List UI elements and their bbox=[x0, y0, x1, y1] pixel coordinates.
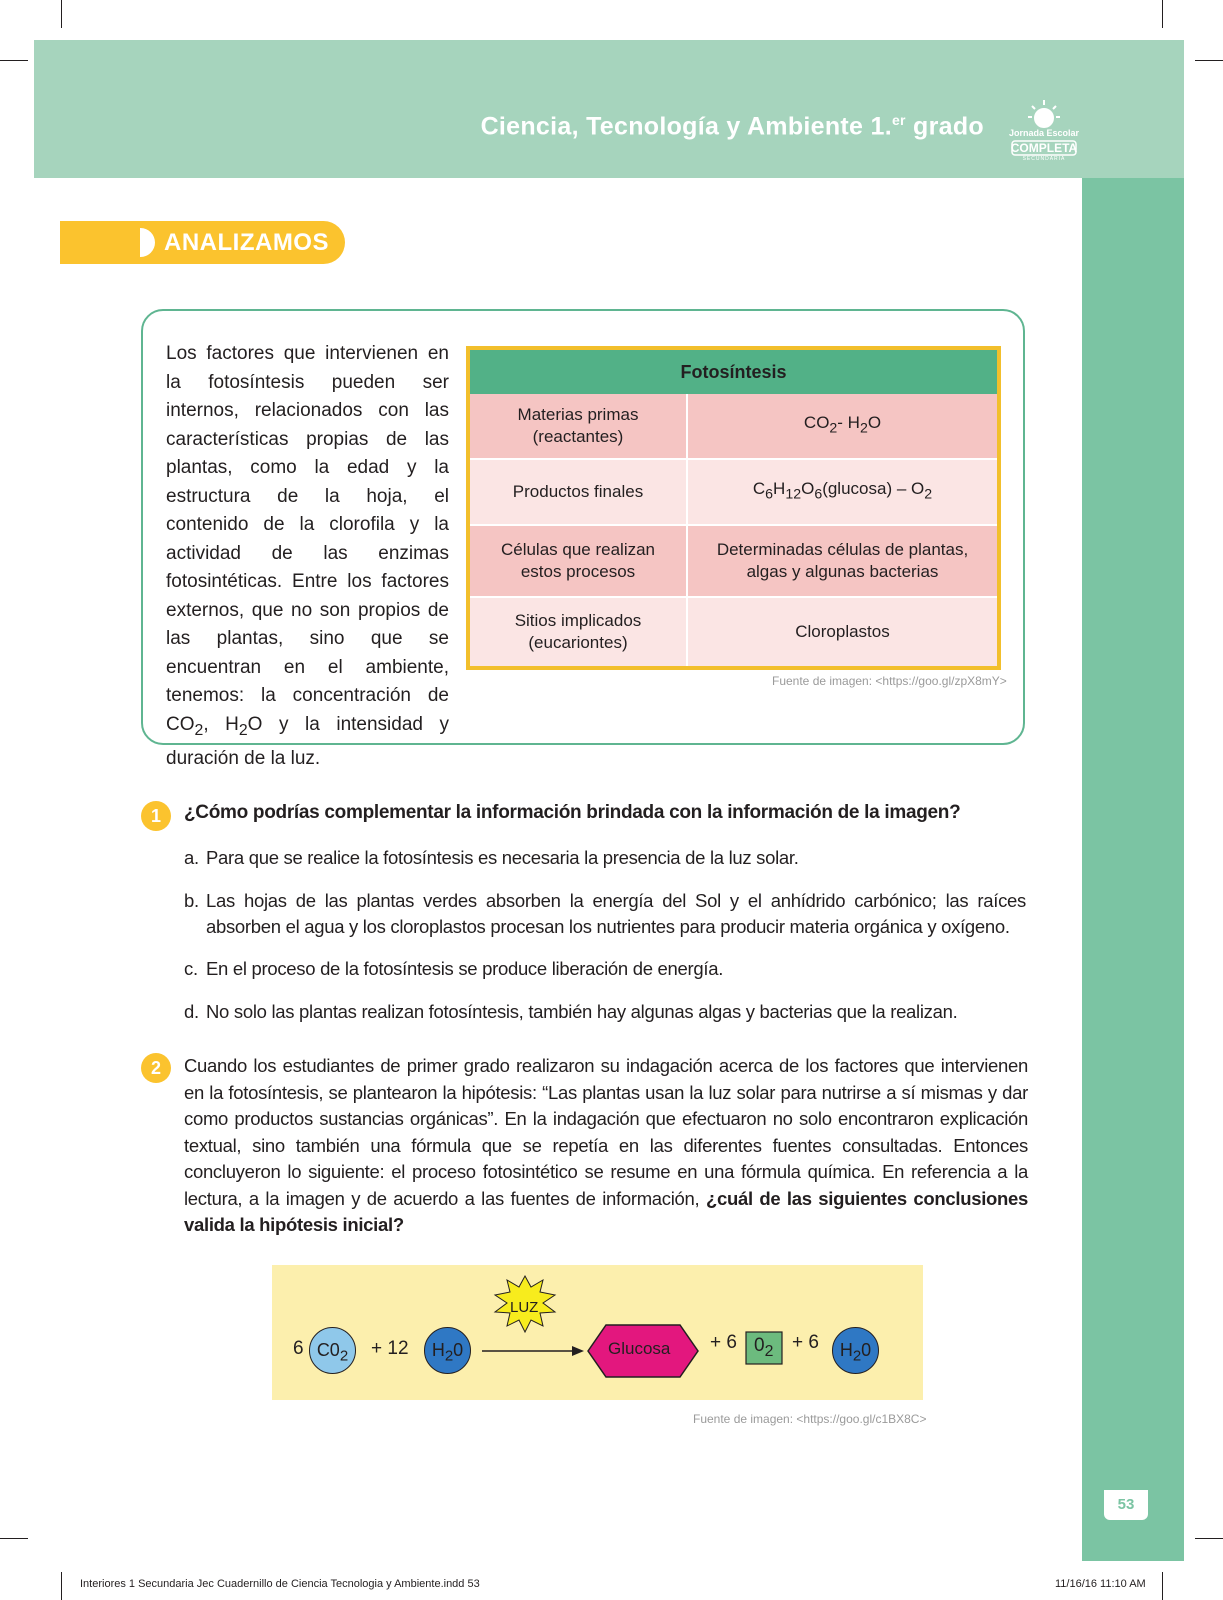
cell-text: Cloroplastos bbox=[795, 622, 890, 641]
h2o-circle bbox=[424, 1327, 471, 1374]
half-circle-icon bbox=[140, 228, 155, 257]
cell-text: Sitios implicados (eucariontes) bbox=[514, 611, 642, 652]
logo-text-bottom: SECUNDARIA bbox=[1022, 156, 1066, 162]
co2-circle bbox=[309, 1327, 356, 1374]
crop-mark bbox=[61, 0, 62, 28]
subscript: 2 bbox=[339, 1347, 349, 1365]
arrow-head-icon bbox=[572, 1346, 584, 1356]
formula-part: H bbox=[773, 479, 786, 499]
cell-text: Determinadas células de plantas, algas y algunas bacterias bbox=[716, 540, 969, 581]
option-text: Las hojas de las plantas verdes absorben la energía del Sol y el anhídrido carbónico; las raíces absorben el agua y los cloroplastos procesan los nutrientes para producir materia orgánica y oxígeno. bbox=[206, 890, 1026, 937]
option-label: b. bbox=[184, 890, 199, 911]
question-text bbox=[184, 1053, 1028, 1239]
logo-text-main: COMPLETA bbox=[1010, 141, 1078, 155]
option-text: Para que se realice la fotosíntesis es necesaria la presencia de la luz solar. bbox=[206, 847, 799, 868]
cell-text: Células que realizan estos procesos bbox=[500, 540, 656, 581]
crop-mark bbox=[0, 60, 28, 61]
option-label: a. bbox=[184, 847, 199, 868]
table-cell-label bbox=[470, 460, 688, 524]
subscript: 2 bbox=[859, 420, 868, 437]
formula-part: O bbox=[801, 479, 815, 499]
question-emphasis: ¿cuál de las siguientes conclusiones valida la hipótesis inicial? bbox=[184, 1187, 1029, 1235]
coefficient: + 6 bbox=[792, 1332, 819, 1353]
table-row bbox=[470, 526, 997, 596]
logo-text-top: Jornada Escolar bbox=[1008, 128, 1080, 138]
coefficient: + 6 bbox=[710, 1332, 737, 1353]
crop-mark bbox=[0, 1538, 28, 1539]
subscript: 12 bbox=[785, 486, 802, 503]
oxygen-label bbox=[754, 1335, 773, 1361]
crop-mark bbox=[1195, 60, 1223, 61]
h2o-circle bbox=[832, 1327, 879, 1374]
subscript: 2 bbox=[764, 1342, 774, 1360]
right-sidebar bbox=[1082, 178, 1184, 1561]
diagram-source: Fuente de imagen: <https://goo.gl/c1BX8C> bbox=[693, 1412, 927, 1426]
title-superscript: er bbox=[891, 112, 906, 128]
footer-filename: Interiores 1 Secundaria Jec Cuadernillo de Ciencia Tecnologia y Ambiente.indd 53 bbox=[80, 1578, 480, 1590]
crop-mark bbox=[1162, 1572, 1163, 1600]
page-title bbox=[34, 112, 984, 141]
molecule-label: 0 bbox=[453, 1340, 464, 1360]
subscript: 2 bbox=[238, 721, 248, 739]
intro-text-part: Los factores que intervienen en la fotosíntesis pueden ser internos, relacionados con las características propias de las plantas, como la edad y la estructura de la hoja, el contenido de la clorofila y la actividad de las enzimas fotosintéticas. Entre los factores externos, que no son propios de las plantas, sino que se encuentran en el ambiente, tenemos: la concentración de CO bbox=[166, 343, 449, 735]
table-source: Fuente de imagen: <https://goo.gl/zpX8mY> bbox=[772, 674, 1007, 688]
glucose-label: Glucosa bbox=[608, 1339, 671, 1358]
subscript: 2 bbox=[924, 486, 933, 503]
molecule-label: H bbox=[839, 1340, 853, 1360]
table-cell-label bbox=[470, 394, 688, 458]
answer-option bbox=[184, 956, 1030, 982]
option-label: d. bbox=[184, 1001, 199, 1022]
molecule-label: 0 bbox=[861, 1340, 872, 1360]
answer-option bbox=[184, 999, 1030, 1025]
question-text: ¿Cómo podrías complementar la información brindada con la información de la imagen? bbox=[184, 802, 961, 823]
formula-products bbox=[753, 478, 932, 505]
formula-part: - H bbox=[837, 413, 860, 433]
option-text: No solo las plantas realizan fotosíntesis, también hay algunas algas y bacterias que la realizan. bbox=[206, 1001, 958, 1022]
title-grade: grado bbox=[905, 112, 984, 141]
table-row bbox=[470, 598, 997, 666]
page-header bbox=[34, 40, 1184, 178]
cell-text: Materias primas (reactantes) bbox=[517, 405, 639, 446]
luz-label: LUZ bbox=[510, 1299, 539, 1316]
table-cell-label bbox=[470, 598, 688, 666]
table-cell-label bbox=[470, 526, 688, 596]
formula-part: CO bbox=[803, 413, 830, 433]
crop-mark bbox=[1195, 1538, 1223, 1539]
table-row bbox=[470, 394, 997, 458]
formula-reactants bbox=[804, 412, 881, 439]
subscript: 6 bbox=[814, 486, 823, 503]
subscript: 2 bbox=[852, 1347, 862, 1365]
section-label: ANALIZAMOS bbox=[164, 229, 329, 256]
subscript: 2 bbox=[194, 721, 204, 739]
answer-option bbox=[184, 888, 1030, 940]
subscript: 6 bbox=[765, 486, 774, 503]
formula-part: O bbox=[867, 413, 882, 433]
table-row bbox=[470, 460, 997, 524]
cell-text: Productos finales bbox=[512, 482, 644, 501]
table-cell-value bbox=[688, 526, 997, 596]
option-label: c. bbox=[184, 958, 198, 979]
subscript: 2 bbox=[829, 420, 838, 437]
molecule-label: C0 bbox=[316, 1340, 340, 1360]
subscript: 2 bbox=[444, 1347, 454, 1365]
crop-mark bbox=[1162, 0, 1163, 28]
table-title: Fotosíntesis bbox=[470, 350, 997, 394]
table-cell-value bbox=[688, 598, 997, 666]
intro-paragraph bbox=[166, 340, 449, 773]
table-cell-value bbox=[688, 460, 997, 524]
jornada-escolar-logo bbox=[996, 98, 1092, 170]
intro-text-part: , H bbox=[203, 713, 239, 735]
question-number: 2 bbox=[141, 1053, 171, 1083]
crop-mark bbox=[61, 1572, 62, 1600]
photosynthesis-equation bbox=[272, 1265, 923, 1400]
photosynthesis-table bbox=[466, 346, 1001, 670]
section-tag bbox=[60, 221, 345, 264]
page-number: 53 bbox=[1104, 1490, 1148, 1520]
formula-part: (glucosa) – O bbox=[822, 479, 925, 499]
title-text: Ciencia, Tecnología y Ambiente 1. bbox=[480, 112, 892, 141]
coefficient: + 12 bbox=[371, 1338, 409, 1359]
formula-part: C bbox=[752, 479, 766, 499]
intro-text-part: O y la intensidad y duración de la luz. bbox=[166, 713, 450, 769]
equation-graphics bbox=[272, 1265, 923, 1400]
question-body: Cuando los estudiantes de primer grado realizaron su indagación acerca de los factores que intervienen en la fotosíntesis, se plantearon la hipótesis: “Las plantas usan la luz solar para nutrirse a sí mismas y dar como productos sustancias orgánicas”. En la indagación que efectuaron no solo encontraron explicación textual, sino también una fórmula que se repetía en las diferentes fuentes consultadas. Entonces concluyeron lo siguiente: el proceso fotosintético se resume en una fórmula química. En referencia a la lectura, a la imagen y de acuerdo a las fuentes de información, bbox=[184, 1055, 1028, 1209]
footer-date: 11/16/16 11:10 AM bbox=[1055, 1578, 1146, 1590]
molecule-label: H bbox=[431, 1340, 445, 1360]
question-number: 1 bbox=[141, 801, 171, 831]
table-cell-value bbox=[688, 394, 997, 458]
coefficient: 6 bbox=[293, 1338, 304, 1359]
molecule-label: 0 bbox=[754, 1335, 765, 1356]
answer-option bbox=[184, 845, 1030, 871]
option-text: En el proceso de la fotosíntesis se produce liberación de energía. bbox=[206, 958, 724, 979]
